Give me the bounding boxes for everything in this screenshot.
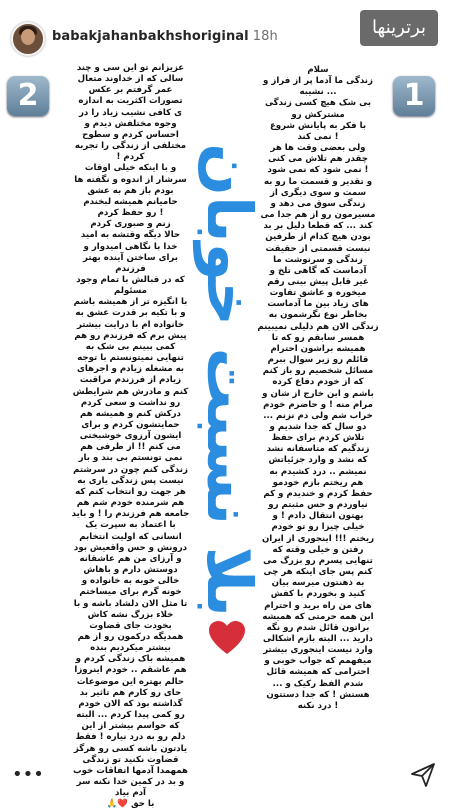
watermark-logo: برترینها: [360, 10, 438, 46]
avatar-face: [21, 29, 35, 45]
heart-icon: [208, 620, 246, 656]
center-title-text: بلا نسبت خوبان: [192, 143, 266, 617]
send-icon[interactable]: [410, 762, 436, 788]
center-title-svg: [160, 143, 290, 617]
story-text-column-1: سلام زندگی ما آدما پر از فراز و ... نشیبه بی شک هیچ کسی زندگی مشترکش رو با فکر به پایانش شروع ! نمی کند ولی بعضی وقت ها هر چقدر هم تلاش می کنی ! نمی شود که نمی شود و تقدیر و قسمت ما رو به سمت و سوی دیگری از زندگی سوق می دهد و مسیرمون رو از هم جدا می کند ... که قطعا دلیل بر بد بودن هیچ کدام از طرفین نیست قسمتی از حقیقت زندگی و سرنوشت ما آدماست که گاهی تلخ و غیر قابل پیش بینی رقم میخوره و عاشق تفاوت های زیاد بین ما آدماست بخاطر نوع نگرشمون به زندگی الان هم دلیلی نمیبینم همسر سابقم رو که تا همیشه براشون احترام قائلم رو زیر سوال ببرم مسائل شخصیم رو باز کنم که از خودم دفاع کرده باشم و این خارج از شان و مرام منه ! و حاضرم خودم خراب شم ولی دم نزنم ... دو سال که جدا شدیم و تلاش کردم برای حفظ زندگیم که متاسفانه نشد که نشد و وارد جزئیاتش نمیشم .. درد کشیدم به هم ریختم بازم خودمو حفظ کردم و خندیدم و کم نیاوردم و حس مثبتم رو بهتون انتقال دادم ! و خیلی چیزا رو تو خودم ریختم !!! اینجوری از ایران رفتن و خیلی وقته که تنهایی پسرم رو بزرگ می کنم پس جای اینکه هر چی به ذهنتون میرسه بیان کنید و بخوردم با کفش های من راه برید و احترام این همه حرمتی که همیشه براتون قائل شدم رو نگه دارید ... البته بازم اشکالی وارد نیست اینجوری بیشتر میفهمم که جواب خوبی و احترامی که همیشه قائل شدم الفظ رکیک و ... هستش ! که جدا دستتون ! درد نکنه: [257, 65, 379, 711]
center-title: [160, 143, 290, 617]
page-badge-1: 1: [393, 76, 435, 116]
story-footer: [0, 752, 450, 800]
page-badge-2: 2: [7, 76, 49, 116]
username-text: babakjahanbakhshoriginal: [52, 29, 249, 44]
avatar[interactable]: [11, 22, 45, 56]
post-time: 18h: [252, 29, 278, 44]
story-header: [0, 0, 450, 60]
username-label[interactable]: [52, 29, 278, 44]
story-text-column-2: عزیزانم تو این سی و چند سالی که از خداوند متعال عمر گرفتم بر عکس تصورات اکثریت به اندازه ی کافی نشیب زیاد را در وجوه مختلفش دیدم و احساس کردم و سطوح مختلفی از زندگی را تجربه کردم ! و با اینکه خیلی اوقات سرشار از اندوه و نگفته ها بودم باز هم به عشق حامیانم همیشه لبخندم ! رو حفظ کردم زنم و صبوری کردم حالا دیگه وقتشه به امید خدا با نگاهی امیدوار و برای ساختن آینده بهتر فرزندم که در قبالش با تمام وجود مسئولم با انگیزه تر از همیشه باشم و با تکیه بر قدرت عشق به خانواده ام با درایت بیشتر پیش برم که فرزندم رو هم کمی ببینم بی شک به تنهایی نمیتونستم با توجه به مشغله زیادم و اجرهای زیادم از فرزندم مراقبت کنم و مادرش هم شرایطش رو نداشت و سعی کردم درکش کنم و همیشه هم حمایتشون کردم و برای ایشون آرزوی خوشبختی می کنم !! از طرفی هم نمی تونستم بی بند و بار زندگی کنم چون در سرشتم نیست پس زندگی یاری به هر جهت رو انتخاب کنم که هم شرمنده خودم شم هم جامعه هم فرزندم را ! و باید با اعتماد به سپرت یک انسانی که اولیت انتخابم درونش و حس واقعیش بود و آرزای من هم عاشقانه دوستش دارم و باهاش خالی خوبه به خانواده و خونه گرم برای میساختم تا مثل الان دلشاد باشه و با خلاء بزرگ نشه کاش بخودت جای قضاوت همدیگه درکمون رو از هم بیشتر میکردیم بنده همیشه باک زندگی کردم و هم عاشقم .. خودم اینروزا حالم بهتره این موضوعات حای رو کارم هم تاثیر بد گذاشته بود که الان خودم رو کمی پیدا کردم ... البته که حواسم بیشتر از این دلم رو به درد نیاره ! فقط یادتون باشه کسی رو هرگز قضاوت نکنید تو زندگی همهمدا آدمها اتفاقات خوب و بد در کمین خدا نکنه سر آدم بیاد با حق ❤️🙏: [71, 63, 190, 810]
more-dots-icon[interactable]: •••: [12, 764, 44, 785]
